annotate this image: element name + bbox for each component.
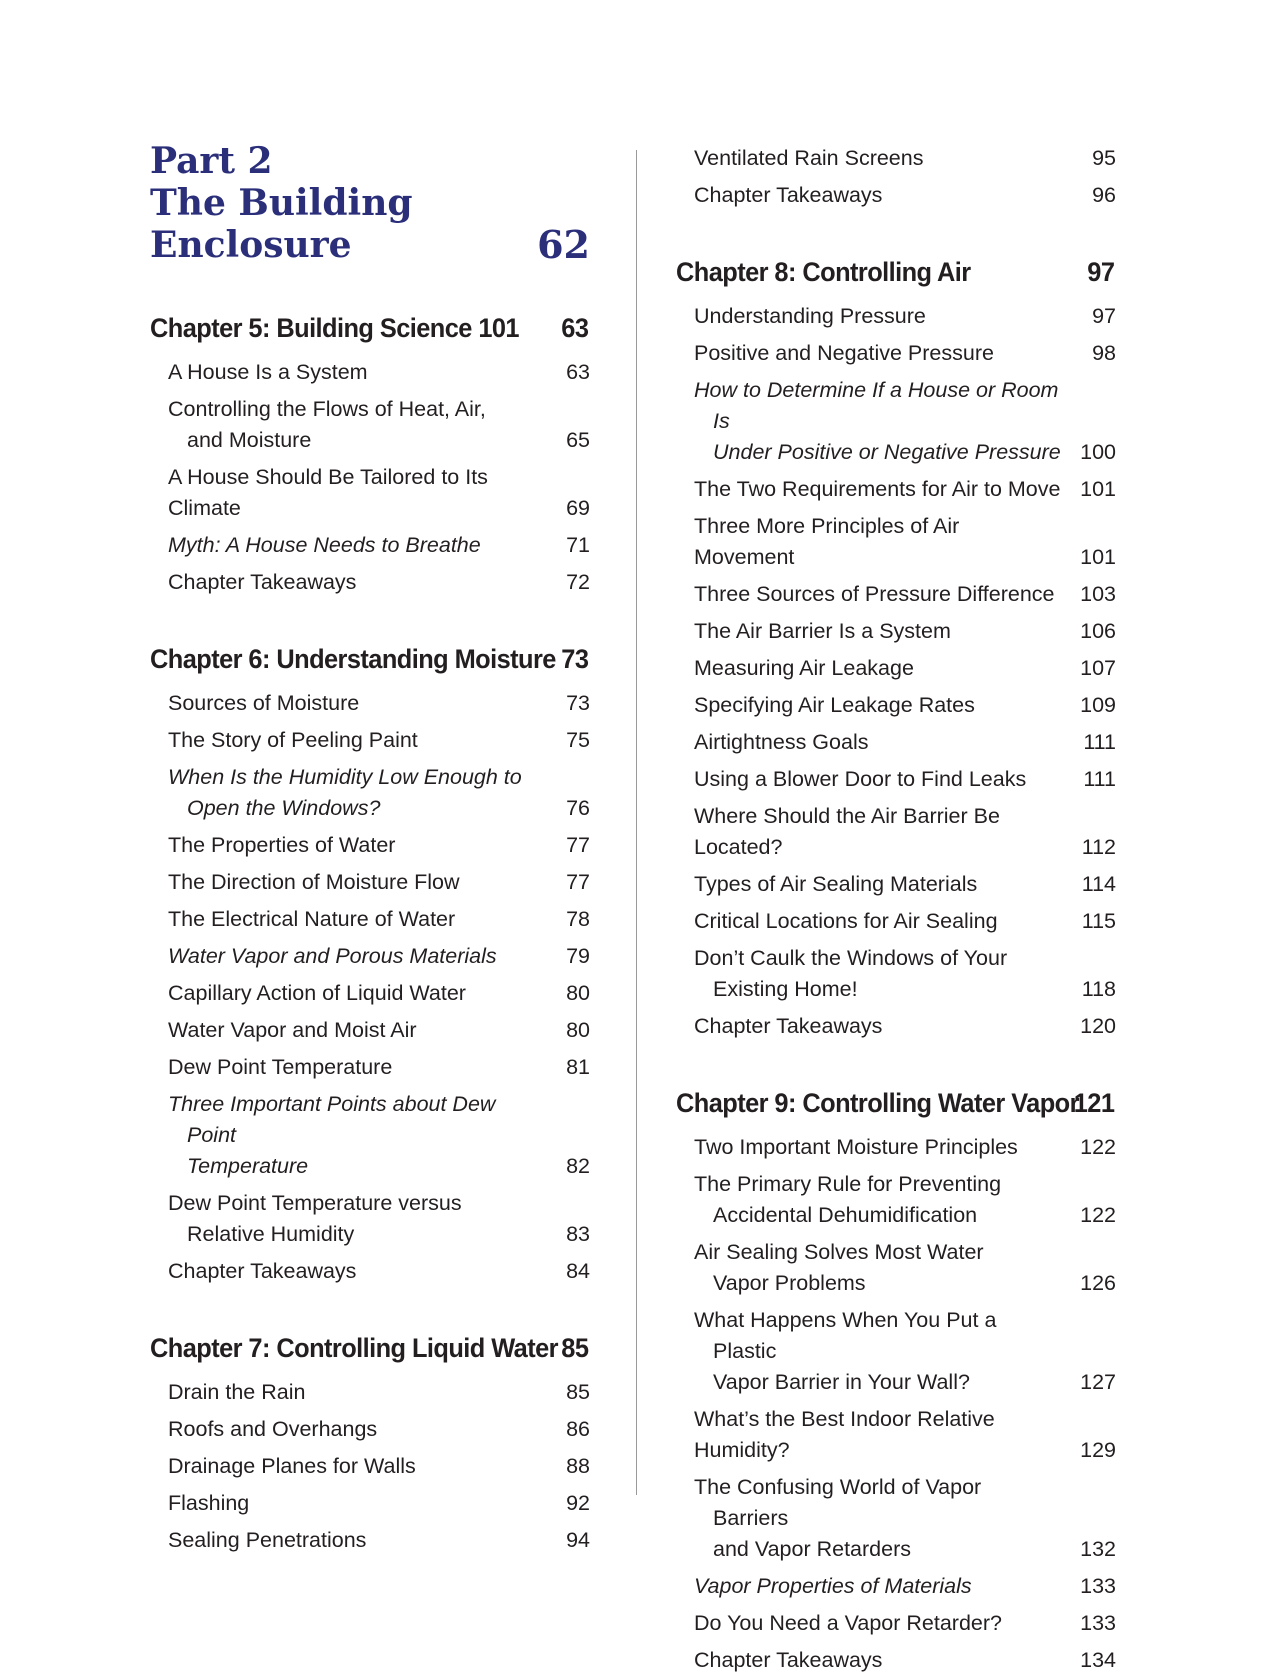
toc-entry-title: Dew Point Temperature [168, 1055, 393, 1079]
toc-entry-page: 84 [566, 1259, 590, 1283]
toc-entry-page: 71 [566, 533, 590, 557]
toc-entry-title: What’s the Best Indoor Relative Humidity? [694, 1407, 995, 1462]
toc-entry-page: 129 [1080, 1438, 1116, 1462]
toc-entry-title: Do You Need a Vapor Retarder? [694, 1611, 1002, 1635]
toc-entry[interactable] [694, 1642, 1116, 1679]
part-heading[interactable] [150, 140, 590, 266]
chapter-page: 85 [561, 1333, 589, 1363]
toc-entry-title: The Direction of Moisture Flow [168, 870, 460, 894]
toc-entry-page: 81 [566, 1055, 590, 1079]
chapter-page: 97 [1087, 257, 1115, 287]
toc-entry-page: 94 [566, 1528, 590, 1552]
toc-entry[interactable] [694, 140, 1116, 177]
toc-entry-page: 134 [1080, 1648, 1116, 1672]
toc-entry[interactable] [694, 798, 1116, 866]
toc-entry-page: 65 [566, 428, 590, 452]
toc-entry-title: Chapter Takeaways [694, 1014, 883, 1038]
toc-entry-page: 92 [566, 1491, 590, 1515]
toc-entry[interactable] [168, 827, 590, 864]
chapter-page: 73 [561, 644, 589, 674]
toc-entry-page: 122 [1080, 1203, 1116, 1227]
toc-entry-page: 114 [1081, 872, 1116, 896]
chapter-title: Chapter 8: Controlling Air [676, 257, 971, 287]
toc-entry[interactable] [168, 1049, 590, 1086]
toc-entry-page: 80 [566, 981, 590, 1005]
toc-entry-title: Specifying Air Leakage Rates [694, 693, 975, 717]
toc-entry[interactable] [168, 901, 590, 938]
toc-entry-title: The Air Barrier Is a System [694, 619, 951, 643]
toc-entry[interactable] [694, 471, 1116, 508]
toc-entry[interactable] [694, 1605, 1116, 1642]
toc-entry[interactable] [694, 1166, 1116, 1234]
part-title: Part 2 The Building Enclosure [150, 140, 413, 266]
toc-entry[interactable] [694, 940, 1116, 1008]
toc-entry-title: Positive and Negative Pressure [694, 341, 994, 365]
chapter-title: Chapter 7: Controlling Liquid Water [150, 1333, 558, 1363]
chapter-7-continued [676, 140, 1116, 214]
toc-entry-title: Don’t Caulk the Windows of Your Existing Home! [694, 946, 1008, 1001]
toc-entry-page: 78 [566, 907, 590, 931]
entry-list [676, 1129, 1116, 1679]
toc-entry-page: 72 [566, 570, 590, 594]
toc-entry-page: 111 [1083, 767, 1116, 791]
toc-entry[interactable] [694, 613, 1116, 650]
toc-entry[interactable] [168, 938, 590, 975]
toc-entry-page: 86 [566, 1417, 590, 1441]
chapter-page: 121 [1073, 1088, 1115, 1118]
toc-entry[interactable] [694, 177, 1116, 214]
toc-entry-page: 109 [1080, 693, 1116, 717]
toc-entry-page: 75 [566, 728, 590, 752]
chapter-5 [150, 312, 590, 601]
toc-entry[interactable] [168, 975, 590, 1012]
chapter-title: Chapter 5: Building Science 101 [150, 313, 519, 343]
toc-entry-page: 106 [1080, 619, 1116, 643]
toc-entry-page: 127 [1080, 1370, 1116, 1394]
chapter-page: 63 [561, 313, 589, 343]
toc-entry-page: 73 [566, 691, 590, 715]
toc-entry[interactable] [694, 761, 1116, 798]
toc-entry[interactable] [168, 459, 590, 527]
toc-entry-title: Chapter Takeaways [694, 1648, 883, 1672]
toc-entry[interactable] [694, 1129, 1116, 1166]
toc-entry-title: Myth: A House Needs to Breathe [168, 533, 481, 557]
toc-entry[interactable] [694, 372, 1116, 471]
toc-entry-title: When Is the Humidity Low Enough to Open the Windows? [168, 765, 522, 820]
chapter-heading[interactable] [150, 1332, 588, 1364]
toc-entry-page: 63 [566, 360, 590, 384]
toc-entry-title: Chapter Takeaways [694, 183, 883, 207]
toc-entry-page: 115 [1081, 909, 1116, 933]
toc-entry[interactable] [694, 1302, 1116, 1401]
toc-entry-title: Airtightness Goals [694, 730, 869, 754]
toc-entry[interactable] [694, 866, 1116, 903]
toc-entry-title: Two Important Moisture Principles [694, 1135, 1018, 1159]
chapter-heading[interactable] [150, 312, 588, 344]
toc-entry[interactable] [168, 759, 590, 827]
toc-entry-title: Types of Air Sealing Materials [694, 872, 978, 896]
chapter-heading[interactable] [676, 256, 1114, 288]
toc-entry-title: Controlling the Flows of Heat, Air, and Moisture [168, 397, 486, 452]
toc-entry[interactable] [168, 864, 590, 901]
toc-entry-title: Where Should the Air Barrier Be Located? [694, 804, 1000, 859]
toc-entry-title: The Story of Peeling Paint [168, 728, 418, 752]
toc-entry[interactable] [168, 1086, 590, 1185]
toc-entry-title: Using a Blower Door to Find Leaks [694, 767, 1027, 791]
toc-entry-title: Measuring Air Leakage [694, 656, 914, 680]
toc-entry[interactable] [694, 1568, 1116, 1605]
toc-entry[interactable] [168, 1411, 590, 1448]
toc-entry-title: Drain the Rain [168, 1380, 306, 1404]
toc-entry-page: 118 [1081, 977, 1116, 1001]
toc-entry[interactable] [694, 1008, 1116, 1045]
toc-entry-page: 103 [1080, 582, 1116, 606]
toc-entry-title: The Primary Rule for Preventing Accidental Dehumidification [694, 1172, 1002, 1227]
toc-entry-page: 77 [566, 870, 590, 894]
toc-entry-title: Sealing Penetrations [168, 1528, 367, 1552]
toc-entry-page: 96 [1092, 183, 1116, 207]
toc-entry-title: Flashing [168, 1491, 250, 1515]
part-page: 62 [537, 222, 590, 267]
toc-entry-page: 98 [1092, 341, 1116, 365]
toc-entry-page: 85 [566, 1380, 590, 1404]
toc-entry[interactable] [694, 1401, 1116, 1469]
toc-entry-page: 83 [566, 1222, 590, 1246]
toc-entry-page: 133 [1080, 1611, 1116, 1635]
chapter-6 [150, 643, 590, 1290]
toc-entry-page: 88 [566, 1454, 590, 1478]
entry-list [676, 140, 1116, 214]
chapter-title: Chapter 9: Controlling Water Vapor [676, 1088, 1079, 1118]
toc-entry-title: The Electrical Nature of Water [168, 907, 456, 931]
entry-list [150, 354, 590, 601]
toc-entry-page: 100 [1080, 440, 1116, 464]
toc-entry-title: Roofs and Overhangs [168, 1417, 378, 1441]
toc-entry-title: Capillary Action of Liquid Water [168, 981, 466, 1005]
toc-entry-title: Chapter Takeaways [168, 1259, 357, 1283]
toc-entry[interactable] [168, 685, 590, 722]
toc-entry-title: Ventilated Rain Screens [694, 146, 924, 170]
toc-entry-title: The Two Requirements for Air to Move [694, 477, 1061, 501]
toc-entry[interactable] [168, 391, 590, 459]
toc-entry-title: The Properties of Water [168, 833, 396, 857]
chapter-heading[interactable] [150, 643, 588, 675]
chapter-title: Chapter 6: Understanding Moisture [150, 644, 556, 674]
toc-entry-page: 76 [566, 796, 590, 820]
toc-entry-title: Dew Point Temperature versus Relative Humidity [168, 1191, 462, 1246]
toc-entry-title: Critical Locations for Air Sealing [694, 909, 998, 933]
column-divider [636, 150, 637, 1495]
toc-entry[interactable] [168, 527, 590, 564]
toc-entry-title: Vapor Properties of Materials [694, 1574, 972, 1598]
toc-entry[interactable] [168, 564, 590, 601]
toc-entry[interactable] [168, 1012, 590, 1049]
toc-entry-page: 132 [1080, 1537, 1116, 1561]
toc-entry-page: 112 [1081, 835, 1116, 859]
toc-entry[interactable] [694, 1234, 1116, 1302]
toc-entry-page: 111 [1083, 730, 1116, 754]
toc-entry-page: 120 [1080, 1014, 1116, 1038]
toc-entry-title: A House Should Be Tailored to Its Climate [168, 465, 488, 520]
toc-entry-page: 122 [1080, 1135, 1116, 1159]
toc-entry-title: Water Vapor and Moist Air [168, 1018, 417, 1042]
toc-entry-title: Drainage Planes for Walls [168, 1454, 416, 1478]
toc-entry[interactable] [168, 1522, 590, 1559]
toc-entry-page: 82 [566, 1154, 590, 1178]
toc-right-column [676, 140, 1116, 1679]
chapter-9 [676, 1087, 1116, 1679]
toc-entry-page: 80 [566, 1018, 590, 1042]
entry-list [676, 298, 1116, 1045]
toc-entry-page: 77 [566, 833, 590, 857]
toc-entry[interactable] [168, 1253, 590, 1290]
toc-entry[interactable] [168, 722, 590, 759]
entry-list [150, 1374, 590, 1559]
toc-entry[interactable] [168, 1185, 590, 1253]
toc-entry-title: Three Sources of Pressure Difference [694, 582, 1055, 606]
entry-list [150, 685, 590, 1290]
toc-entry[interactable] [168, 1448, 590, 1485]
toc-entry[interactable] [694, 724, 1116, 761]
toc-entry-page: 107 [1080, 656, 1116, 680]
toc-entry-page: 101 [1080, 545, 1116, 569]
toc-entry[interactable] [168, 1374, 590, 1411]
toc-entry-title: Understanding Pressure [694, 304, 926, 328]
toc-entry-title: Chapter Takeaways [168, 570, 357, 594]
toc-entry-page: 69 [566, 496, 590, 520]
toc-entry-page: 101 [1080, 477, 1116, 501]
toc-entry-page: 126 [1080, 1271, 1116, 1295]
toc-entry[interactable] [694, 650, 1116, 687]
toc-entry[interactable] [168, 1485, 590, 1522]
toc-entry[interactable] [694, 576, 1116, 613]
toc-entry[interactable] [694, 508, 1116, 576]
toc-entry-page: 79 [566, 944, 590, 968]
toc-entry-title: Sources of Moisture [168, 691, 360, 715]
toc-entry-page: 95 [1092, 146, 1116, 170]
toc-entry-page: 97 [1092, 304, 1116, 328]
toc-entry-page: 133 [1080, 1574, 1116, 1598]
toc-entry-title: What Happens When You Put a Plastic Vapor Barrier in Your Wall? [694, 1308, 997, 1394]
toc-entry-title: Air Sealing Solves Most Water Vapor Problems [694, 1240, 984, 1295]
toc-entry[interactable] [694, 903, 1116, 940]
toc-entry-title: Three More Principles of Air Movement [694, 514, 960, 569]
toc-entry[interactable] [694, 687, 1116, 724]
toc-entry-title: A House Is a System [168, 360, 368, 384]
chapter-heading[interactable] [676, 1087, 1114, 1119]
chapter-7 [150, 1332, 590, 1559]
toc-entry-title: The Confusing World of Vapor Barriers and Vapor Retarders [694, 1475, 982, 1561]
toc-entry-title: How to Determine If a House or Room Is Under Positive or Negative Pressure [694, 378, 1061, 464]
toc-entry[interactable] [694, 1469, 1116, 1568]
toc-entry[interactable] [694, 298, 1116, 335]
toc-entry-title: Three Important Points about Dew Point Temperature [168, 1092, 496, 1178]
chapter-8 [676, 256, 1116, 1045]
toc-entry[interactable] [168, 354, 590, 391]
toc-entry-title: Water Vapor and Porous Materials [168, 944, 497, 968]
toc-left-column [150, 140, 590, 1559]
toc-entry[interactable] [694, 335, 1116, 372]
